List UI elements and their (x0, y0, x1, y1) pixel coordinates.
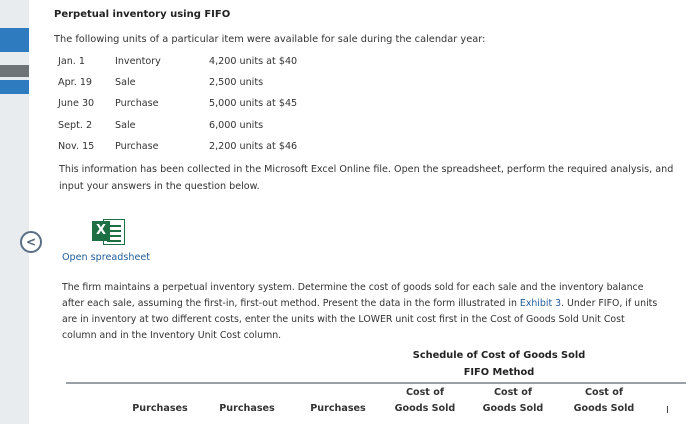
instruction-text: after each sale, assuming the first-in, first-out method. Present the data in the form illustrated in (62, 298, 520, 309)
open-spreadsheet-link[interactable]: Open spreadsheet (62, 252, 151, 263)
sidebar-tab[interactable] (0, 65, 29, 77)
sidebar-tab[interactable] (0, 80, 29, 94)
transaction-type: Purchase (115, 98, 159, 109)
exhibit-3-link[interactable]: Exhibit 3 (519, 298, 562, 309)
question-title: Perpetual inventory using FIFO (54, 9, 231, 20)
question-panel (29, 0, 700, 424)
column-header-line2: Goods Sold (482, 403, 544, 414)
transaction-row (54, 77, 354, 93)
left-sidebar (0, 0, 29, 424)
column-header (124, 385, 196, 417)
schedule-divider (66, 382, 686, 384)
column-header-line1 (211, 385, 283, 401)
schedule-method: FIFO Method (463, 367, 535, 378)
schedule-title: Schedule of Cost of Goods Sold (412, 350, 586, 361)
excel-icon[interactable] (92, 217, 126, 245)
transaction-type: Purchase (115, 141, 159, 152)
column-header (566, 385, 642, 417)
truncated-column-marker: I (666, 405, 669, 416)
transaction-date: Apr. 19 (58, 77, 93, 88)
info-line: input your answers in the question below. (59, 181, 260, 192)
transaction-type: Sale (115, 120, 136, 131)
column-header (302, 385, 374, 417)
column-header-line2: Goods Sold (573, 403, 635, 414)
instruction-line: column and in the Inventory Unit Cost column. (62, 330, 282, 341)
transaction-detail: 5,000 units at $45 (209, 98, 298, 109)
transaction-detail: 2,200 units at $46 (209, 141, 298, 152)
sidebar-tab-active[interactable] (0, 28, 29, 52)
instruction-text: . Under FIFO, if units (561, 298, 658, 309)
column-header (387, 385, 463, 417)
instruction-line: The firm maintains a perpetual inventory system. Determine the cost of goods sold for each sale and the inventory balance (62, 282, 644, 293)
column-header-line1 (302, 385, 374, 401)
instructions-text (62, 280, 682, 344)
excel-badge: X (92, 221, 110, 241)
transaction-row (54, 120, 354, 136)
transaction-type: Sale (115, 77, 136, 88)
transaction-date: Jan. 1 (58, 56, 85, 67)
column-header-line1: Cost of (405, 387, 445, 398)
intro-text: The following units of a particular item were available for sale during the calendar year: (54, 34, 486, 45)
transaction-row (54, 98, 354, 114)
transaction-date: June 30 (58, 98, 95, 109)
column-header-line2: Goods Sold (394, 403, 456, 414)
transaction-row (54, 141, 354, 157)
transaction-date: Nov. 15 (58, 141, 95, 152)
transaction-detail: 4,200 units at $40 (209, 56, 298, 67)
info-line: This information has been collected in the Microsoft Excel Online file. Open the spreadsheet, perform the required analysis, and (59, 164, 674, 175)
column-header-line1: Cost of (584, 387, 624, 398)
info-text (59, 161, 673, 195)
transaction-detail: 2,500 units (209, 77, 264, 88)
transaction-row (54, 56, 354, 72)
column-header (475, 385, 551, 417)
column-header-line2: Purchases (219, 403, 275, 414)
transaction-date: Sept. 2 (58, 120, 93, 131)
transaction-detail: 6,000 units (209, 120, 264, 131)
transaction-type: Inventory (115, 56, 161, 67)
instruction-line: are in inventory at two different costs, enter the units with the LOWER unit cost first in the Cost of Goods Sold Unit Cost (62, 314, 625, 325)
column-header-line2: Purchases (132, 403, 188, 414)
instruction-line (62, 296, 682, 312)
column-header-line1: Cost of (493, 387, 533, 398)
column-header-line2: Purchases (310, 403, 366, 414)
column-header-line1 (124, 385, 196, 401)
back-chevron-icon[interactable]: < (20, 231, 42, 253)
column-header (211, 385, 283, 417)
